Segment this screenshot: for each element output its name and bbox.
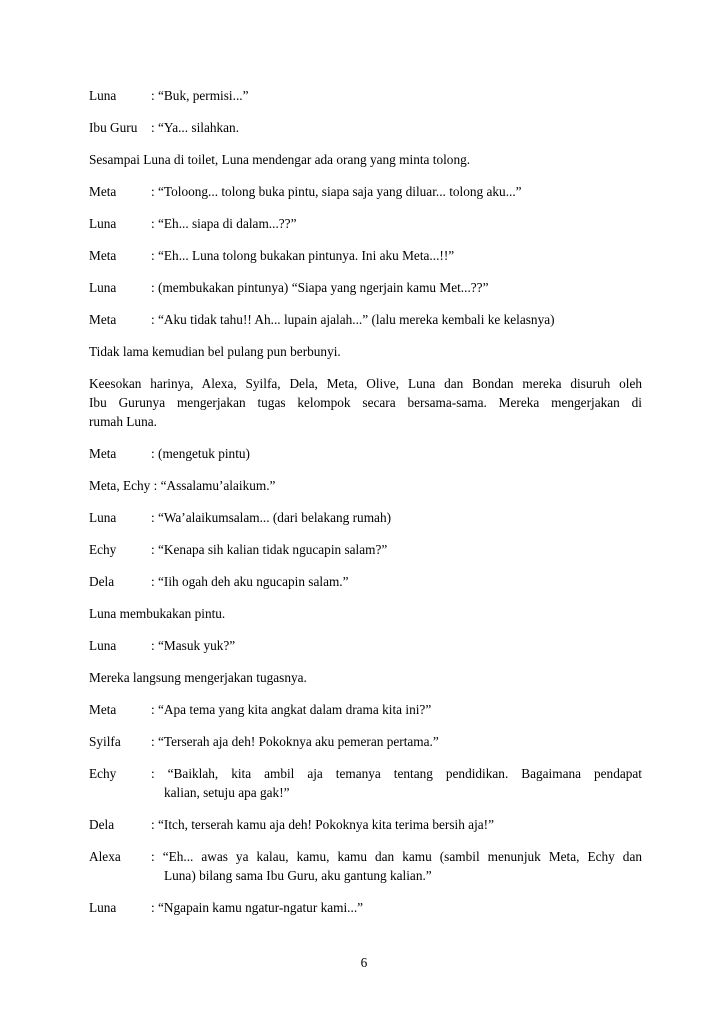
dialogue-text xyxy=(151,508,642,527)
dialogue-text-line: : (membukakan pintunya) “Siapa yang ngerjain kamu Met...??” xyxy=(151,280,489,295)
speaker-name: Dela xyxy=(89,574,115,589)
dialogue-text xyxy=(151,278,642,297)
speaker-name: Echy xyxy=(89,766,117,781)
narration-paragraph xyxy=(89,476,642,495)
dialogue-text-line: : “Ya... silahkan. xyxy=(151,120,240,135)
narration-line: Sesampai Luna di toilet, Luna mendengar ada orang yang minta tolong. xyxy=(89,152,471,167)
speaker-name: Meta xyxy=(89,702,117,717)
narration-paragraph xyxy=(89,342,642,361)
dialogue-text-line: : “Aku tidak tahu!! Ah... lupain ajalah...” (lalu mereka kembali ke kelasnya) xyxy=(151,312,555,327)
dialogue-text-line: : “Terserah aja deh! Pokoknya aku pemeran pertama.” xyxy=(151,734,439,749)
narration-paragraph xyxy=(89,604,642,623)
speaker-name: Luna xyxy=(89,280,117,295)
speaker-name: Meta xyxy=(89,248,117,263)
dialogue-line xyxy=(89,508,642,527)
speaker-name: Meta xyxy=(89,446,117,461)
narration-line: Ibu Gurunya mengerjakan tugas kelompok secara bersama-sama. Mereka mengerjakan di xyxy=(89,395,642,410)
dialogue-text xyxy=(151,898,642,917)
narration-line: Meta, Echy : “Assalamu’alaikum.” xyxy=(89,478,276,493)
dialogue-line xyxy=(89,815,642,834)
dialogue-text xyxy=(151,700,642,719)
narration-paragraph xyxy=(89,150,642,169)
dialogue-line xyxy=(89,310,642,329)
dialogue-text-line: : “Eh... awas ya kalau, kamu, kamu dan kamu (sambil menunjuk Meta, Echy dan xyxy=(151,849,642,864)
dialogue-text-line: : “Ngapain kamu ngatur-ngatur kami...” xyxy=(151,900,364,915)
dialogue-line xyxy=(89,636,642,655)
dialogue-line xyxy=(89,278,642,297)
dialogue-text xyxy=(151,572,642,591)
dialogue-text xyxy=(151,214,642,233)
dialogue-line xyxy=(89,898,642,917)
dialogue-line xyxy=(89,572,642,591)
speaker-name: Luna xyxy=(89,216,117,231)
dialogue-text-line: : “Kenapa sih kalian tidak ngucapin salam?” xyxy=(151,542,388,557)
dialogue-line xyxy=(89,764,642,802)
dialogue-text-line: : “Apa tema yang kita angkat dalam drama kita ini?” xyxy=(151,702,432,717)
dialogue-text-line: Luna) bilang sama Ibu Guru, aku gantung kalian.” xyxy=(164,868,432,883)
dialogue-line xyxy=(89,118,642,137)
speaker-name: Meta xyxy=(89,184,117,199)
dialogue-line xyxy=(89,86,642,105)
narration-line: Mereka langsung mengerjakan tugasnya. xyxy=(89,670,307,685)
dialogue-line xyxy=(89,214,642,233)
script-body xyxy=(89,86,642,930)
dialogue-text-line: : “Buk, permisi...” xyxy=(151,88,249,103)
dialogue-line xyxy=(89,246,642,265)
dialogue-text-line: : “Eh... siapa di dalam...??” xyxy=(151,216,297,231)
dialogue-line xyxy=(89,700,642,719)
speaker-name: Ibu Guru xyxy=(89,120,138,135)
dialogue-text xyxy=(151,310,642,329)
speaker-name: Luna xyxy=(89,510,117,525)
dialogue-text xyxy=(151,732,642,751)
dialogue-text-line: : “Eh... Luna tolong bukakan pintunya. Ini aku Meta...!!” xyxy=(151,248,455,263)
narration-line: Luna membukakan pintu. xyxy=(89,606,226,621)
narration-line: Keesokan harinya, Alexa, Syilfa, Dela, Meta, Olive, Luna dan Bondan mereka disuruh oleh xyxy=(89,376,642,391)
dialogue-text xyxy=(151,182,642,201)
narration-line: rumah Luna. xyxy=(89,414,157,429)
dialogue-text xyxy=(151,118,642,137)
dialogue-line xyxy=(89,847,642,885)
dialogue-text-line: : “Toloong... tolong buka pintu, siapa saja yang diluar... tolong aku...” xyxy=(151,184,522,199)
dialogue-line xyxy=(89,444,642,463)
speaker-name: Dela xyxy=(89,817,115,832)
dialogue-text-line: kalian, setuju apa gak!” xyxy=(164,785,290,800)
speaker-name: Luna xyxy=(89,900,117,915)
dialogue-line xyxy=(89,182,642,201)
dialogue-text-line: : “Masuk yuk?” xyxy=(151,638,236,653)
dialogue-text xyxy=(151,86,642,105)
dialogue-line xyxy=(89,732,642,751)
speaker-name: Meta xyxy=(89,312,117,327)
dialogue-text xyxy=(151,246,642,265)
narration-line: Tidak lama kemudian bel pulang pun berbunyi. xyxy=(89,344,341,359)
speaker-name: Luna xyxy=(89,88,117,103)
dialogue-text-line: : “Itch, terserah kamu aja deh! Pokoknya kita terima bersih aja!” xyxy=(151,817,494,832)
dialogue-text-line: : “Wa’alaikumsalam... (dari belakang rumah) xyxy=(151,510,392,525)
dialogue-text xyxy=(151,764,642,802)
dialogue-text-line: : “Iih ogah deh aku ngucapin salam.” xyxy=(151,574,349,589)
dialogue-line xyxy=(89,540,642,559)
speaker-name: Syilfa xyxy=(89,734,121,749)
speaker-name: Echy xyxy=(89,542,117,557)
dialogue-text xyxy=(151,815,642,834)
narration-paragraph xyxy=(89,374,642,431)
dialogue-text xyxy=(151,847,642,885)
narration-paragraph xyxy=(89,668,642,687)
speaker-name: Alexa xyxy=(89,849,121,864)
speaker-name: Luna xyxy=(89,638,117,653)
dialogue-text-line: : “Baiklah, kita ambil aja temanya tentang pendidikan. Bagaimana pendapat xyxy=(151,766,642,781)
dialogue-text xyxy=(151,540,642,559)
dialogue-text-line: : (mengetuk pintu) xyxy=(151,446,250,461)
page-number: 6 xyxy=(360,955,368,970)
dialogue-text xyxy=(151,636,642,655)
dialogue-text xyxy=(151,444,642,463)
